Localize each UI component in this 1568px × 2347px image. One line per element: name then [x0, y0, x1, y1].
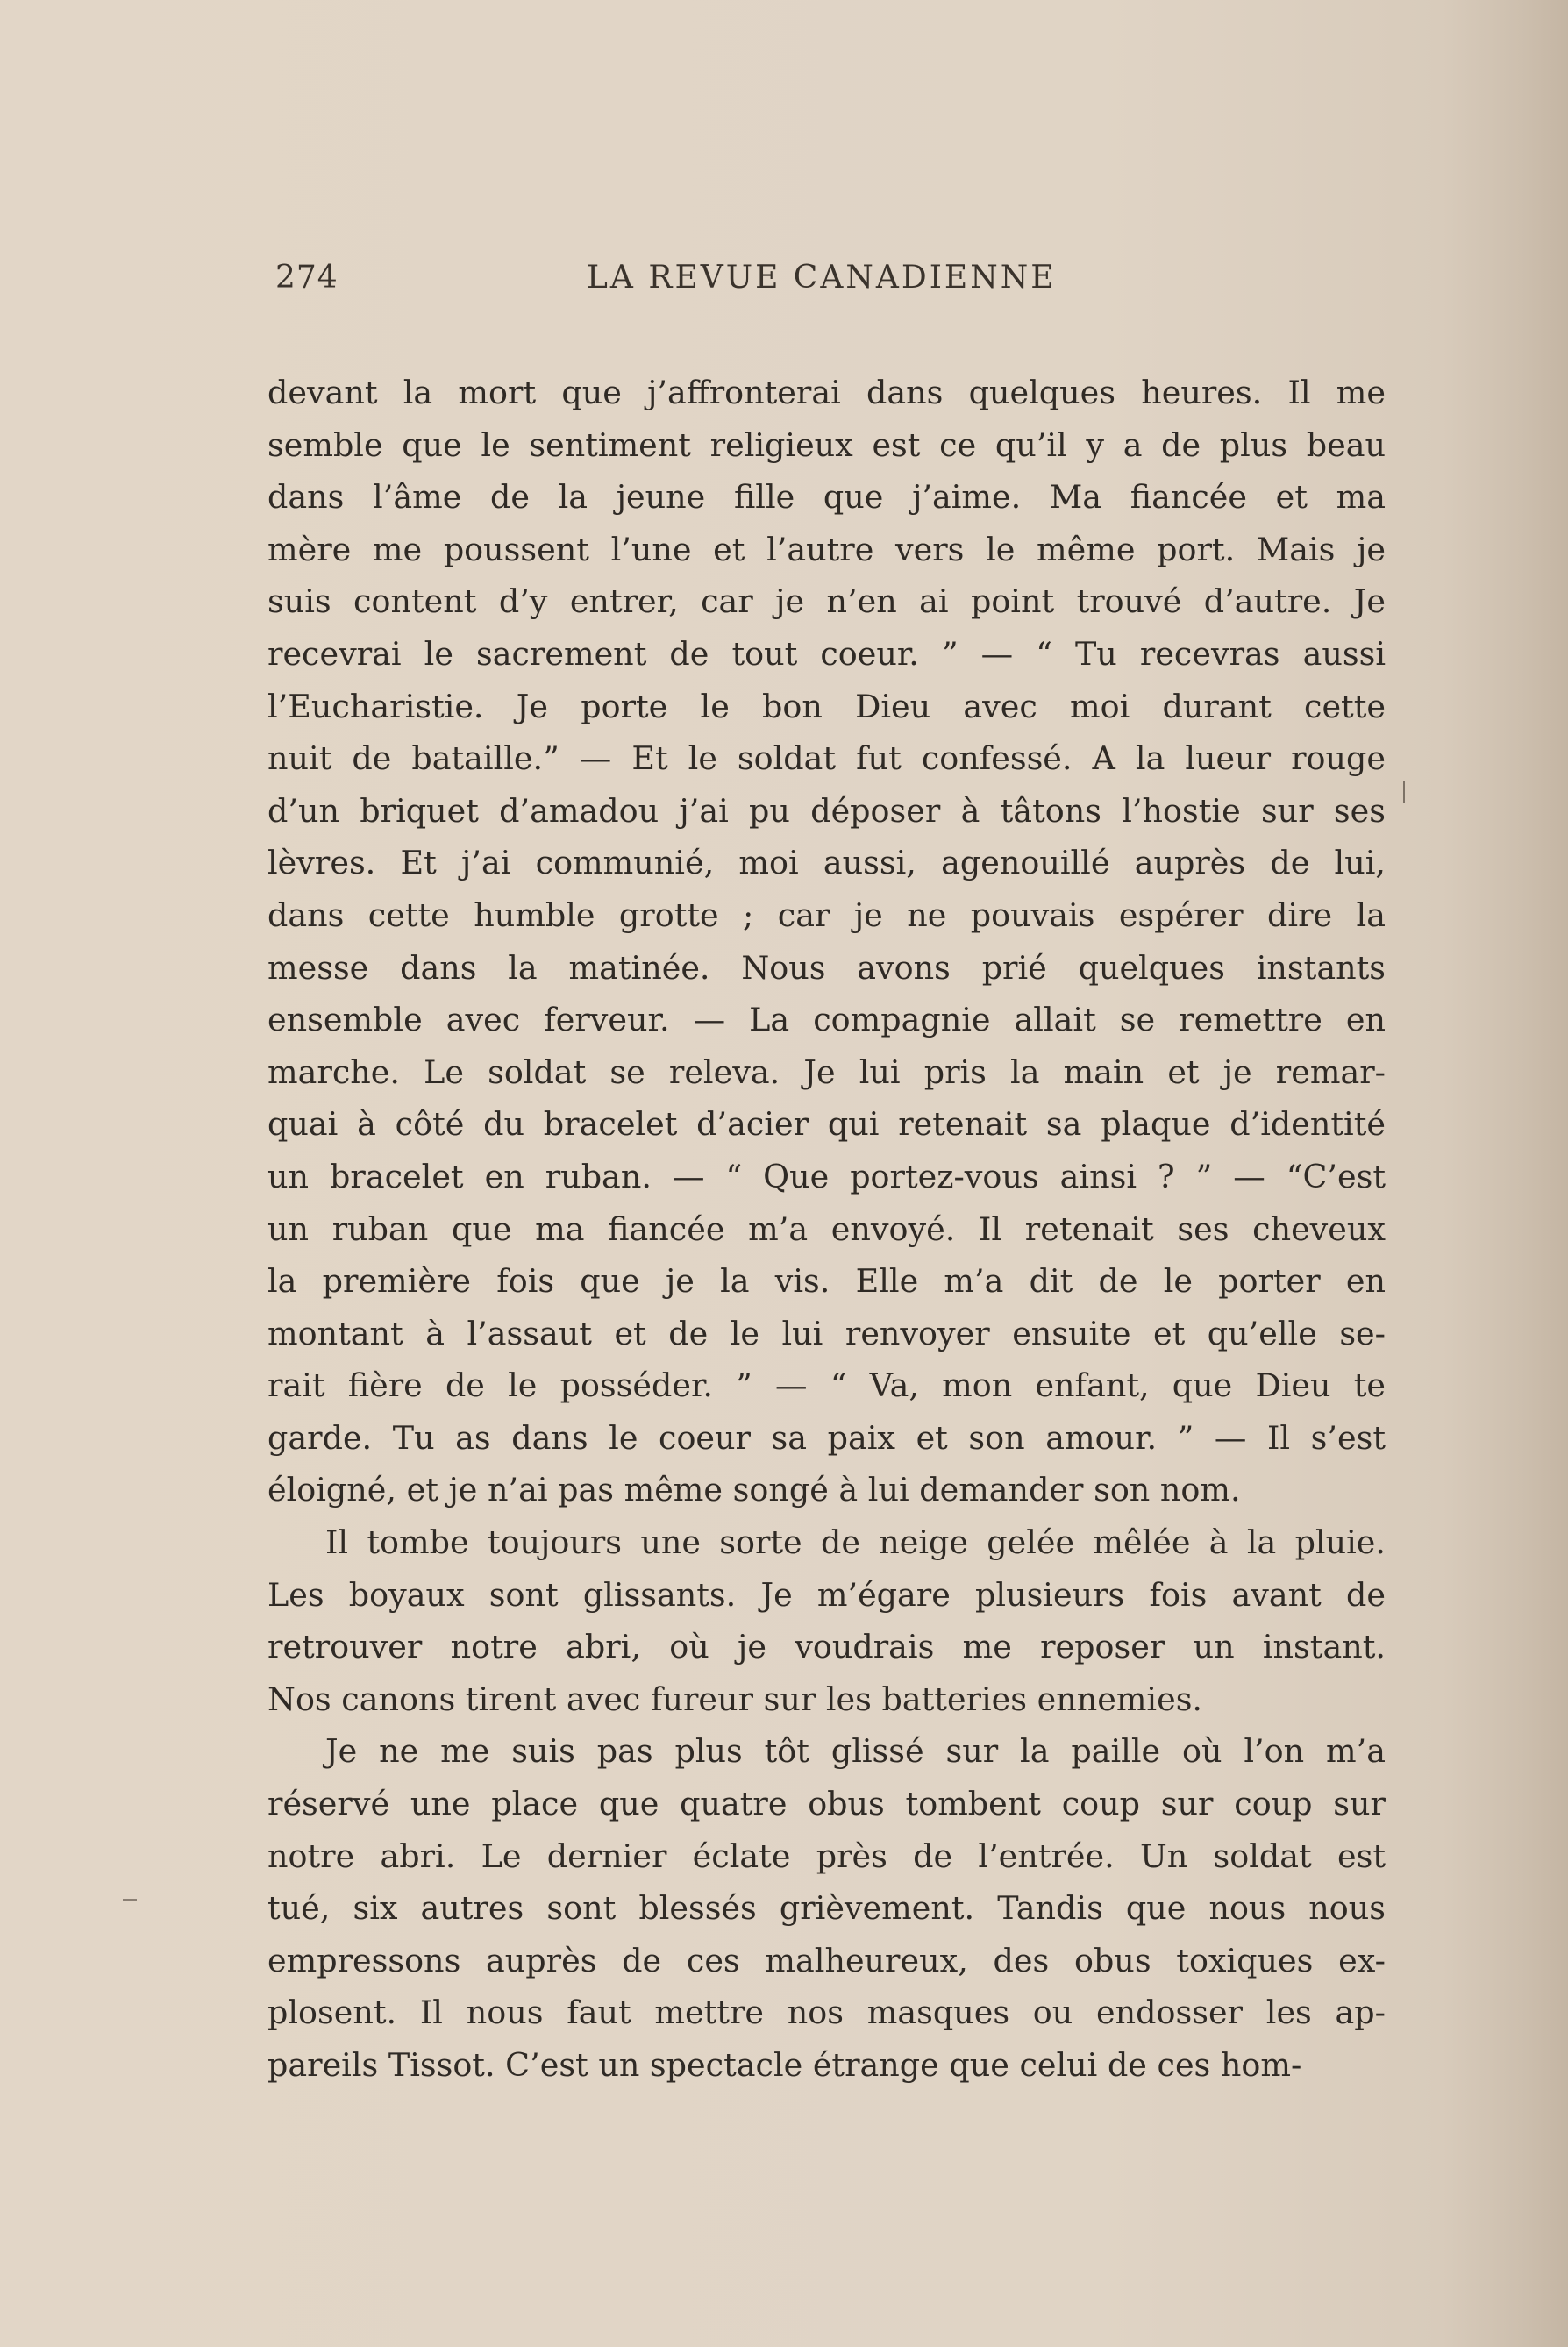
text-line: Il tombe toujours une sorte de neige gelée mêlée à la pluie.	[325, 1523, 1386, 1562]
text-line: un ruban que ma fiancée m’a envoyé. Il retenait ses cheveux	[267, 1209, 1386, 1248]
paragraph	[267, 1725, 1386, 2091]
text-line: la première fois que je la vis. Elle m’a dit de le porter en	[267, 1262, 1386, 1301]
text-line: Les boyaux sont glissants. Je m’égare plusieurs fois avant de	[267, 1575, 1386, 1614]
text-line: nuit de bataille.” — Et le soldat fut confessé. A la lueur rouge	[267, 739, 1386, 778]
text-line: mère me poussent l’une et l’autre vers le même port. Mais je	[267, 530, 1386, 568]
text-line: dans cette humble grotte ; car je ne pouvais espérer dire la	[267, 895, 1386, 934]
body-text	[267, 367, 1386, 2092]
paragraph	[267, 1516, 1386, 1725]
page-number: 274	[275, 260, 339, 296]
text-line: éloigné, et je n’ai pas même songé à lui demander son nom.	[267, 1471, 1241, 1509]
text-line: garde. Tu as dans le coeur sa paix et son amour. ” — Il s’est	[267, 1418, 1386, 1457]
page-header	[275, 260, 1082, 312]
text-line: Nos canons tirent avec fureur sur les batteries ennemies.	[267, 1680, 1203, 1718]
text-line: quai à côté du bracelet d’acier qui retenait sa plaque d’identité	[267, 1105, 1386, 1144]
text-line: ensemble avec ferveur. — La compagnie allait se remettre en	[267, 1001, 1386, 1039]
text-line: plosent. Il nous faut mettre nos masques ou endosser les ap-	[267, 1994, 1386, 2032]
text-line: pareils Tissot. C’est un spectacle étrange que celui de ces hom-	[267, 2046, 1302, 2084]
text-line: l’Eucharistie. Je porte le bon Dieu avec moi durant cette	[267, 687, 1386, 725]
text-line: empressons auprès de ces malheureux, des obus toxiques ex-	[267, 1941, 1386, 1980]
text-line: marche. Le soldat se releva. Je lui pris la main et je remar-	[267, 1052, 1386, 1091]
text-line: d’un briquet d’amadou j’ai pu déposer à tâtons l’hostie sur ses	[267, 791, 1386, 830]
text-line: tué, six autres sont blessés grièvement. Tandis que nous nous	[267, 1889, 1386, 1928]
text-line: un bracelet en ruban. — “ Que portez-vous ainsi ? ” — “C’est	[267, 1157, 1386, 1195]
text-line: réservé une place que quatre obus tombent coup sur coup sur	[267, 1785, 1386, 1823]
running-title: LA REVUE CANADIENNE	[587, 260, 1057, 296]
text-line: devant la mort que j’affronterai dans quelques heures. Il me	[267, 374, 1386, 411]
text-line: Je ne me suis pas plus tôt glissé sur la paille où l’on m’a	[325, 1732, 1386, 1771]
text-line: messe dans la matinée. Nous avons prié quelques instants	[267, 948, 1386, 987]
text-line: lèvres. Et j’ai communié, moi aussi, agenouillé auprès de lui,	[267, 844, 1386, 882]
margin-mark	[123, 1899, 137, 1901]
text-line: notre abri. Le dernier éclate près de l’entrée. Un soldat est	[267, 1837, 1386, 1875]
text-line: recevrai le sacrement de tout coeur. ” — “ Tu recevras aussi	[267, 634, 1386, 673]
text-line: retrouver notre abri, où je voudrais me reposer un instant.	[267, 1628, 1386, 1666]
margin-mark	[1403, 781, 1405, 803]
text-line: montant à l’assaut et de le lui renvoyer ensuite et qu’elle se-	[267, 1314, 1386, 1352]
text-line: dans l’âme de la jeune fille que j’aime. Ma fiancée et ma	[267, 478, 1386, 517]
text-line: semble que le sentiment religieux est ce qu’il y a de plus beau	[267, 425, 1386, 464]
text-line: suis content d’y entrer, car je n’en ai point trouvé d’autre. Je	[267, 582, 1386, 621]
paragraph	[267, 367, 1386, 1516]
text-line: rait fière de le posséder. ” — “ Va, mon enfant, que Dieu te	[267, 1366, 1386, 1405]
